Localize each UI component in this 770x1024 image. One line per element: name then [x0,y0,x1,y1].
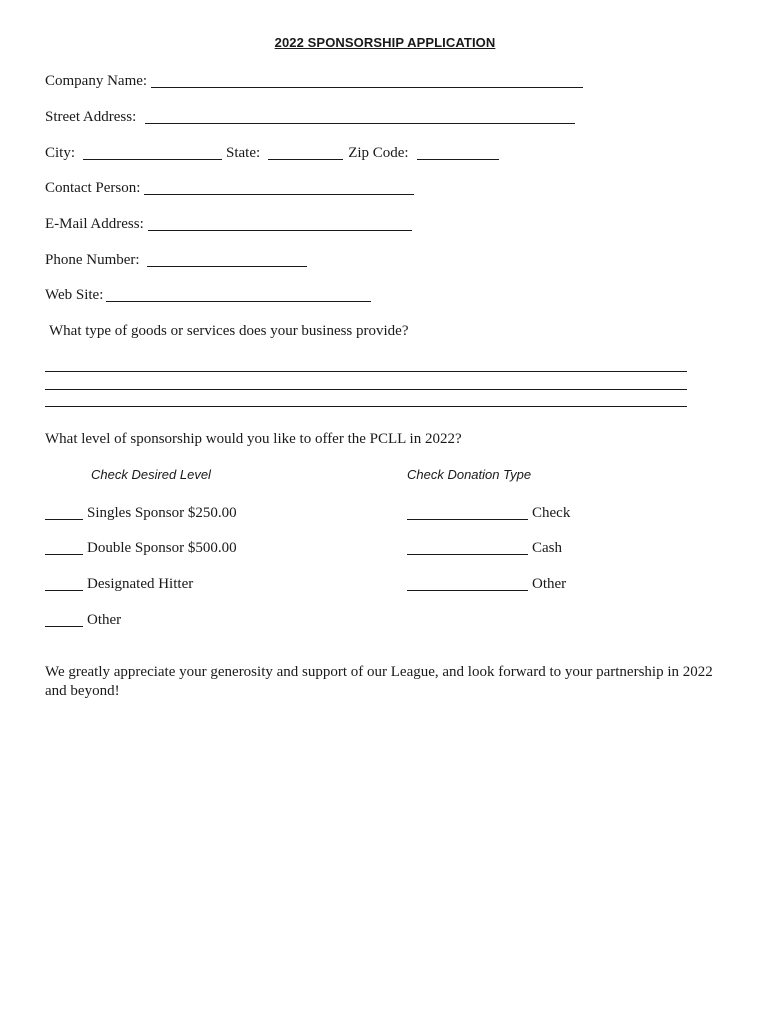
donation-option-cash [407,539,562,557]
donation-cash-checkline[interactable] [407,540,528,555]
city-state-zip-row [45,144,499,162]
level-option-singles [45,504,237,522]
donation-type-heading: Check Donation Type [407,467,532,482]
zip-code-label: Zip Code: [348,145,409,161]
desired-level-heading: Check Desired Level [91,467,211,482]
level-singles-label: Singles Sponsor $250.00 [87,505,237,521]
email-row [45,215,412,233]
donation-check-checkline[interactable] [407,505,528,520]
state-label: State: [226,145,261,161]
goods-answer-line-2[interactable] [45,389,687,390]
phone-label: Phone Number: [45,252,140,268]
contact-person-field[interactable] [144,180,414,195]
website-label: Web Site: [45,287,104,303]
company-name-row [45,72,583,90]
zip-code-field[interactable] [417,145,499,160]
goods-answer-line-1[interactable] [45,371,687,372]
donation-check-label: Check [532,505,571,521]
city-field[interactable] [83,145,222,160]
level-question-row [45,430,462,448]
level-designated-hitter-checkline[interactable] [45,576,83,591]
goods-answer-line-3[interactable] [45,406,687,407]
level-double-checkline[interactable] [45,540,83,555]
goods-question-row [49,322,409,340]
email-label: E-Mail Address: [45,216,144,232]
level-designated-hitter-label: Designated Hitter [87,576,194,592]
website-row [45,286,371,304]
phone-row [45,251,307,269]
street-address-label: Street Address: [45,109,137,125]
goods-question: What type of goods or services does your business provide? [49,323,409,339]
level-option-other [45,611,121,629]
closing-paragraph: We greatly appreciate your generosity and support of our League, and look forward to your partnership in 2022 and beyond! [45,664,713,699]
email-field[interactable] [148,216,412,231]
donation-other-label: Other [532,576,567,592]
level-option-double [45,539,237,557]
website-field[interactable] [106,287,371,302]
donation-option-other [407,575,566,593]
level-other-label: Other [87,612,122,628]
contact-person-row [45,179,414,197]
donation-option-check [407,504,570,522]
phone-field[interactable] [147,252,307,267]
level-other-checkline[interactable] [45,612,83,627]
level-option-designated-hitter [45,575,193,593]
street-address-row [45,108,575,126]
state-field[interactable] [268,145,343,160]
level-question: What level of sponsorship would you like to offer the PCLL in 2022? [45,431,462,447]
donation-cash-label: Cash [532,540,562,556]
street-address-field[interactable] [145,109,575,124]
level-double-label: Double Sponsor $500.00 [87,540,237,556]
city-label: City: [45,145,76,161]
contact-person-label: Contact Person: [45,180,141,196]
company-name-label: Company Name: [45,73,148,89]
company-name-field[interactable] [151,73,583,88]
donation-other-checkline[interactable] [407,576,528,591]
level-singles-checkline[interactable] [45,505,83,520]
page-title: 2022 SPONSORSHIP APPLICATION [274,35,496,50]
